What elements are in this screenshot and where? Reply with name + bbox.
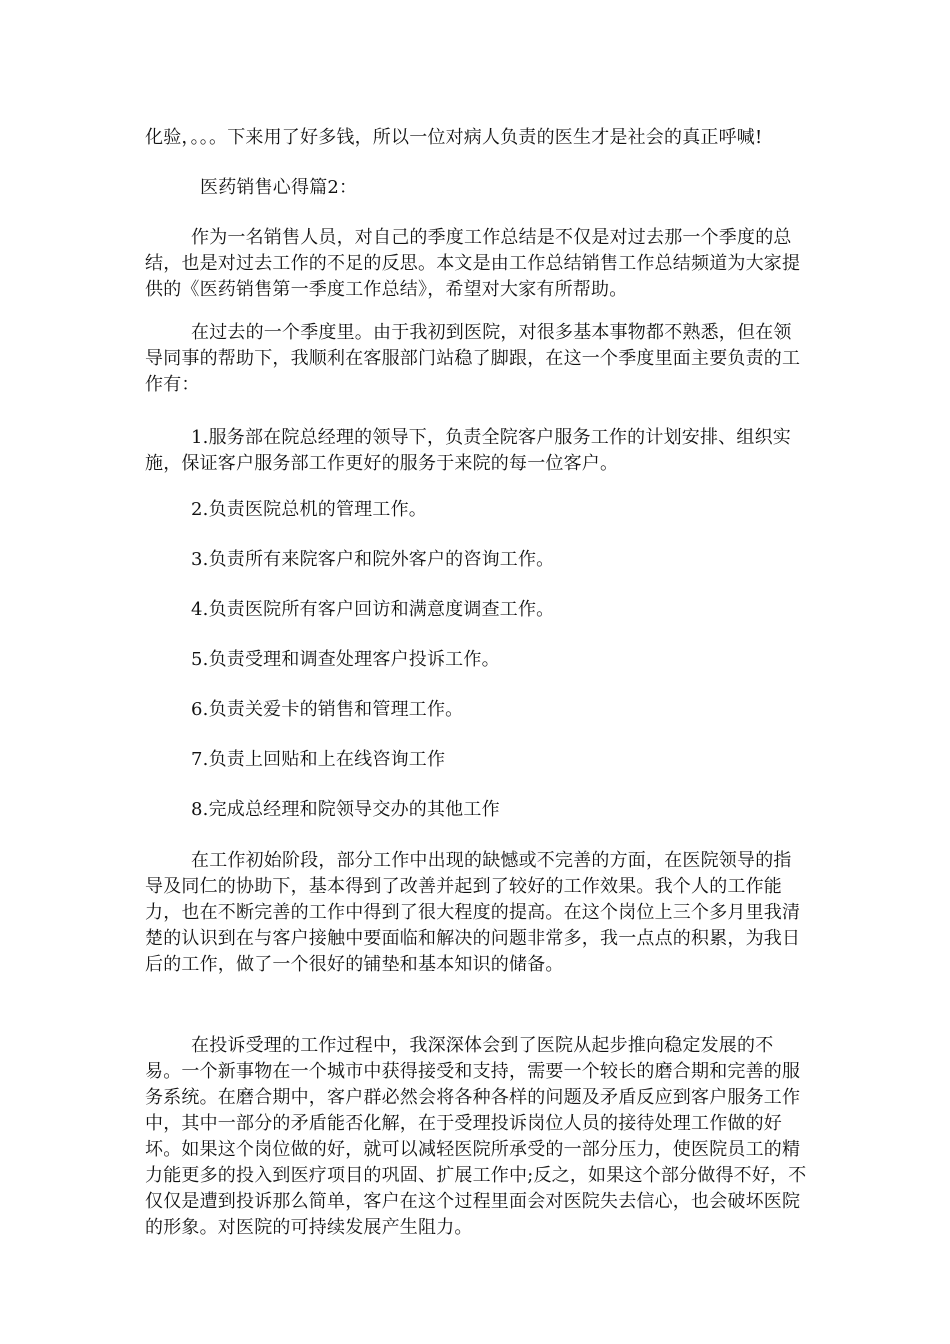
list-item: 6.负责关爱卡的销售和管理工作。 (191, 699, 464, 720)
paragraph-complaints: 在投诉受理的工作过程中，我深深体会到了医院从起步推向稳定发展的不易。一个新事物在一个城市中获得接受和支持，需要一个较长的磨合期和完善的服务系统。在磨合期中，客户群必然会将各种各样的问题及矛盾反应到客户服务工作中，其中一部分的矛盾能否化解，在于受理投诉岗位人员的接待处理工作做的好坏。如果这个岗位做的好，就可以减轻医院所承受的一部分压力，使医院员工的精力能更多的投入到医疗项目的巩固、扩展工作中;反之，如果这个部分做得不好，不仅仅是遭到投诉那么简单，客户在这个过程里面会对医院失去信心，也会破坏医院的形象。对医院的可持续发展产生阻力。 (145, 1035, 807, 1238)
list-item: 2.负责医院总机的管理工作。 (191, 499, 427, 520)
list-item: 3.负责所有来院客户和院外客户的咨询工作。 (191, 549, 555, 570)
paragraph-duties-lead: 在过去的一个季度里。由于我初到医院，对很多基本事物都不熟悉，但在领导同事的帮助下，我顺利在客服部门站稳了脚跟，在这一个季度里面主要负责的工作有： (145, 322, 801, 395)
list-item: 8.完成总经理和院领导交办的其他工作 (191, 799, 500, 820)
list-item: 4.负责医院所有客户回访和满意度调查工作。 (191, 599, 555, 620)
list-item: 7.负责上回贴和上在线咨询工作 (191, 749, 446, 770)
list-item: 1.服务部在院总经理的领导下，负责全院客户服务工作的计划安排、组织实施，保证客户服务部工作更好的服务于来院的每一位客户。 (145, 427, 791, 474)
list-item: 5.负责受理和调查处理客户投诉工作。 (191, 649, 500, 670)
intro-line: 化验，。。。下来用了好多钱，所以一位对病人负责的医生才是社会的真正呼喊! (145, 127, 763, 148)
paragraph-initial-stage: 在工作初始阶段，部分工作中出现的缺憾或不完善的方面，在医院领导的指导及同仁的协助下，基本得到了改善并起到了较好的工作效果。我个人的工作能力，也在不断完善的工作中得到了很大程度的提高。在这个岗位上三个多月里我清楚的认识到在与客户接触中要面临和解决的问题非常多，我一点点的积累，为我日后的工作，做了一个很好的铺垫和基本知识的储备。 (145, 850, 801, 975)
paragraph-intro: 作为一名销售人员，对自己的季度工作总结是不仅是对过去那一个季度的总结，也是对过去工作的不足的反思。本文是由工作总结销售工作总结频道为大家提供的《医药销售第一季度工作总结》，希望对大家有所帮助。 (145, 227, 801, 300)
section-heading: 医药销售心得篇2： (200, 177, 358, 198)
